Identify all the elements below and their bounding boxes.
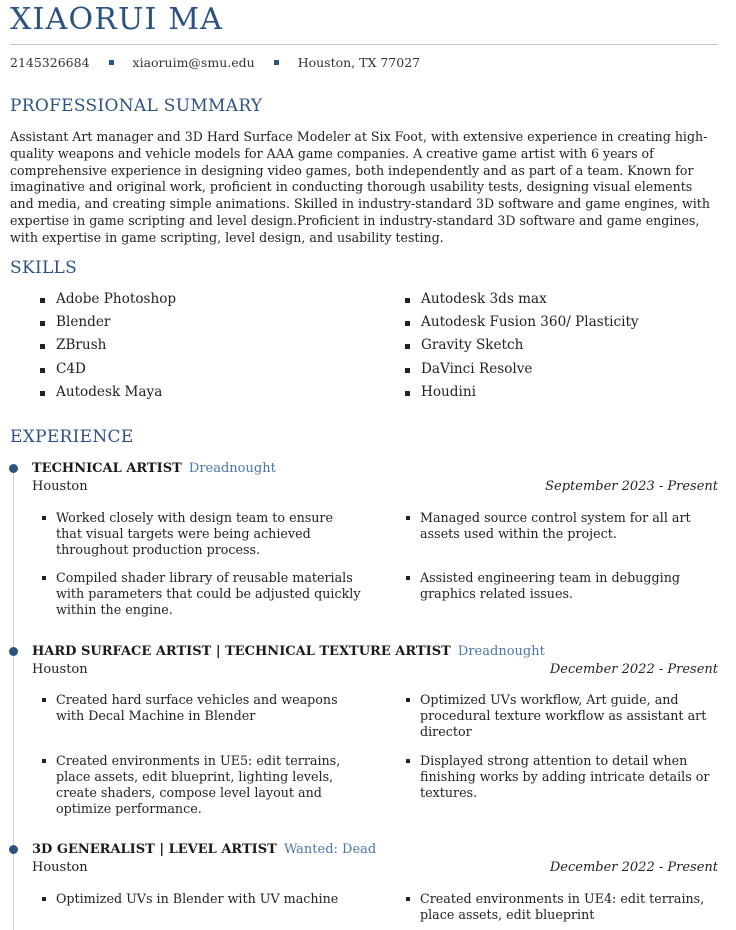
- company-name: Dreadnought: [457, 644, 545, 659]
- job-header: [32, 643, 718, 661]
- skill-item: Blender: [40, 311, 176, 334]
- summary-heading: PROFESSIONAL SUMMARY: [10, 96, 263, 116]
- phone-number: 2145326684: [10, 54, 90, 70]
- experience-entry: [32, 841, 718, 877]
- timeline-dot-icon: [9, 845, 18, 854]
- timeline-dot-icon: [9, 464, 18, 473]
- job-dates: September 2023 - Present: [545, 479, 718, 494]
- skills-list-right: [405, 288, 639, 404]
- job-bullet: Managed source control system for all art assets used within the project.: [396, 510, 718, 542]
- summary-text: Assistant Art manager and 3D Hard Surface Modeler at Six Foot, with extensive experience in creating high-quality weapons and vehicle models for AAA game companies. A creative game artist with 6 years of comprehensive experience in designing video games, both independently and as part of a team. Known for imaginative and original work, proficient in conducting thorough usability tests, designing visual elements and media, and creating simple animations. Skilled in industry-standard 3D software and game engines, with expertise in game scripting and level design.Proficient in industry-standard 3D software and game engines, with expertise in game scripting, level design, and usability testing.: [10, 129, 710, 245]
- company-name: Dreadnought: [188, 461, 276, 476]
- location-text: Houston, TX 77027: [297, 54, 421, 70]
- skill-item: DaVinci Resolve: [405, 358, 639, 381]
- experience-entry: [32, 460, 718, 496]
- job-meta: [32, 661, 718, 679]
- contact-info: [10, 53, 420, 71]
- job-dates: December 2022 - Present: [549, 662, 718, 677]
- separator-square-icon: [109, 60, 114, 65]
- separator-square-icon: [274, 60, 279, 65]
- job-location: Houston: [32, 479, 88, 494]
- skills-list-left: [40, 288, 176, 404]
- job-title: TECHNICAL ARTIST: [32, 461, 182, 476]
- job-bullet: Created environments in UE4: edit terrains, place assets, edit blueprint: [396, 891, 718, 923]
- skill-item: ZBrush: [40, 334, 176, 357]
- skill-item: C4D: [40, 358, 176, 381]
- job-location: Houston: [32, 860, 88, 875]
- job-bullet: Displayed strong attention to detail when finishing works by adding intricate details or textures.: [396, 753, 718, 801]
- job-bullet: Assisted engineering team in debugging graphics related issues.: [396, 570, 718, 602]
- job-title: HARD SURFACE ARTIST | TECHNICAL TEXTURE ARTIST: [32, 644, 451, 659]
- job-header: [32, 460, 718, 478]
- skills-heading: SKILLS: [10, 258, 78, 278]
- skill-item: Autodesk Maya: [40, 381, 176, 404]
- job-bullet: Optimized UVs workflow, Art guide, and procedural texture workflow as assistant art director: [396, 692, 718, 740]
- job-location: Houston: [32, 662, 88, 677]
- skill-item: Autodesk Fusion 360/ Plasticity: [405, 311, 639, 334]
- candidate-name: XIAORUI MA: [10, 2, 224, 37]
- email-address: xiaoruim@smu.edu: [132, 54, 255, 70]
- job-bullet: Created environments in UE5: edit terrains, place assets, edit blueprint, lighting levels, create shaders, compose level layout and optimize performance.: [32, 753, 362, 817]
- job-title: 3D GENERALIST | LEVEL ARTIST: [32, 842, 277, 857]
- job-bullet: Created hard surface vehicles and weapons with Decal Machine in Blender: [32, 692, 362, 724]
- job-bullet: Compiled shader library of reusable materials with parameters that could be adjusted quickly within the engine.: [32, 570, 362, 618]
- skill-item: Houdini: [405, 381, 639, 404]
- job-dates: December 2022 - Present: [549, 860, 718, 875]
- header-divider: [10, 44, 718, 45]
- skill-item: Gravity Sketch: [405, 334, 639, 357]
- skill-item: Autodesk 3ds max: [405, 288, 639, 311]
- skill-item: Adobe Photoshop: [40, 288, 176, 311]
- experience-heading: EXPERIENCE: [10, 427, 134, 447]
- job-bullet: Optimized UVs in Blender with UV machine: [32, 891, 362, 907]
- timeline-dot-icon: [9, 647, 18, 656]
- job-header: [32, 841, 718, 859]
- job-meta: [32, 859, 718, 877]
- timeline-line: [13, 468, 14, 930]
- experience-entry: [32, 643, 718, 679]
- company-name: Wanted: Dead: [283, 842, 377, 857]
- job-bullet: Worked closely with design team to ensure that visual targets were being achieved throughout production process.: [32, 510, 362, 558]
- job-meta: [32, 478, 718, 496]
